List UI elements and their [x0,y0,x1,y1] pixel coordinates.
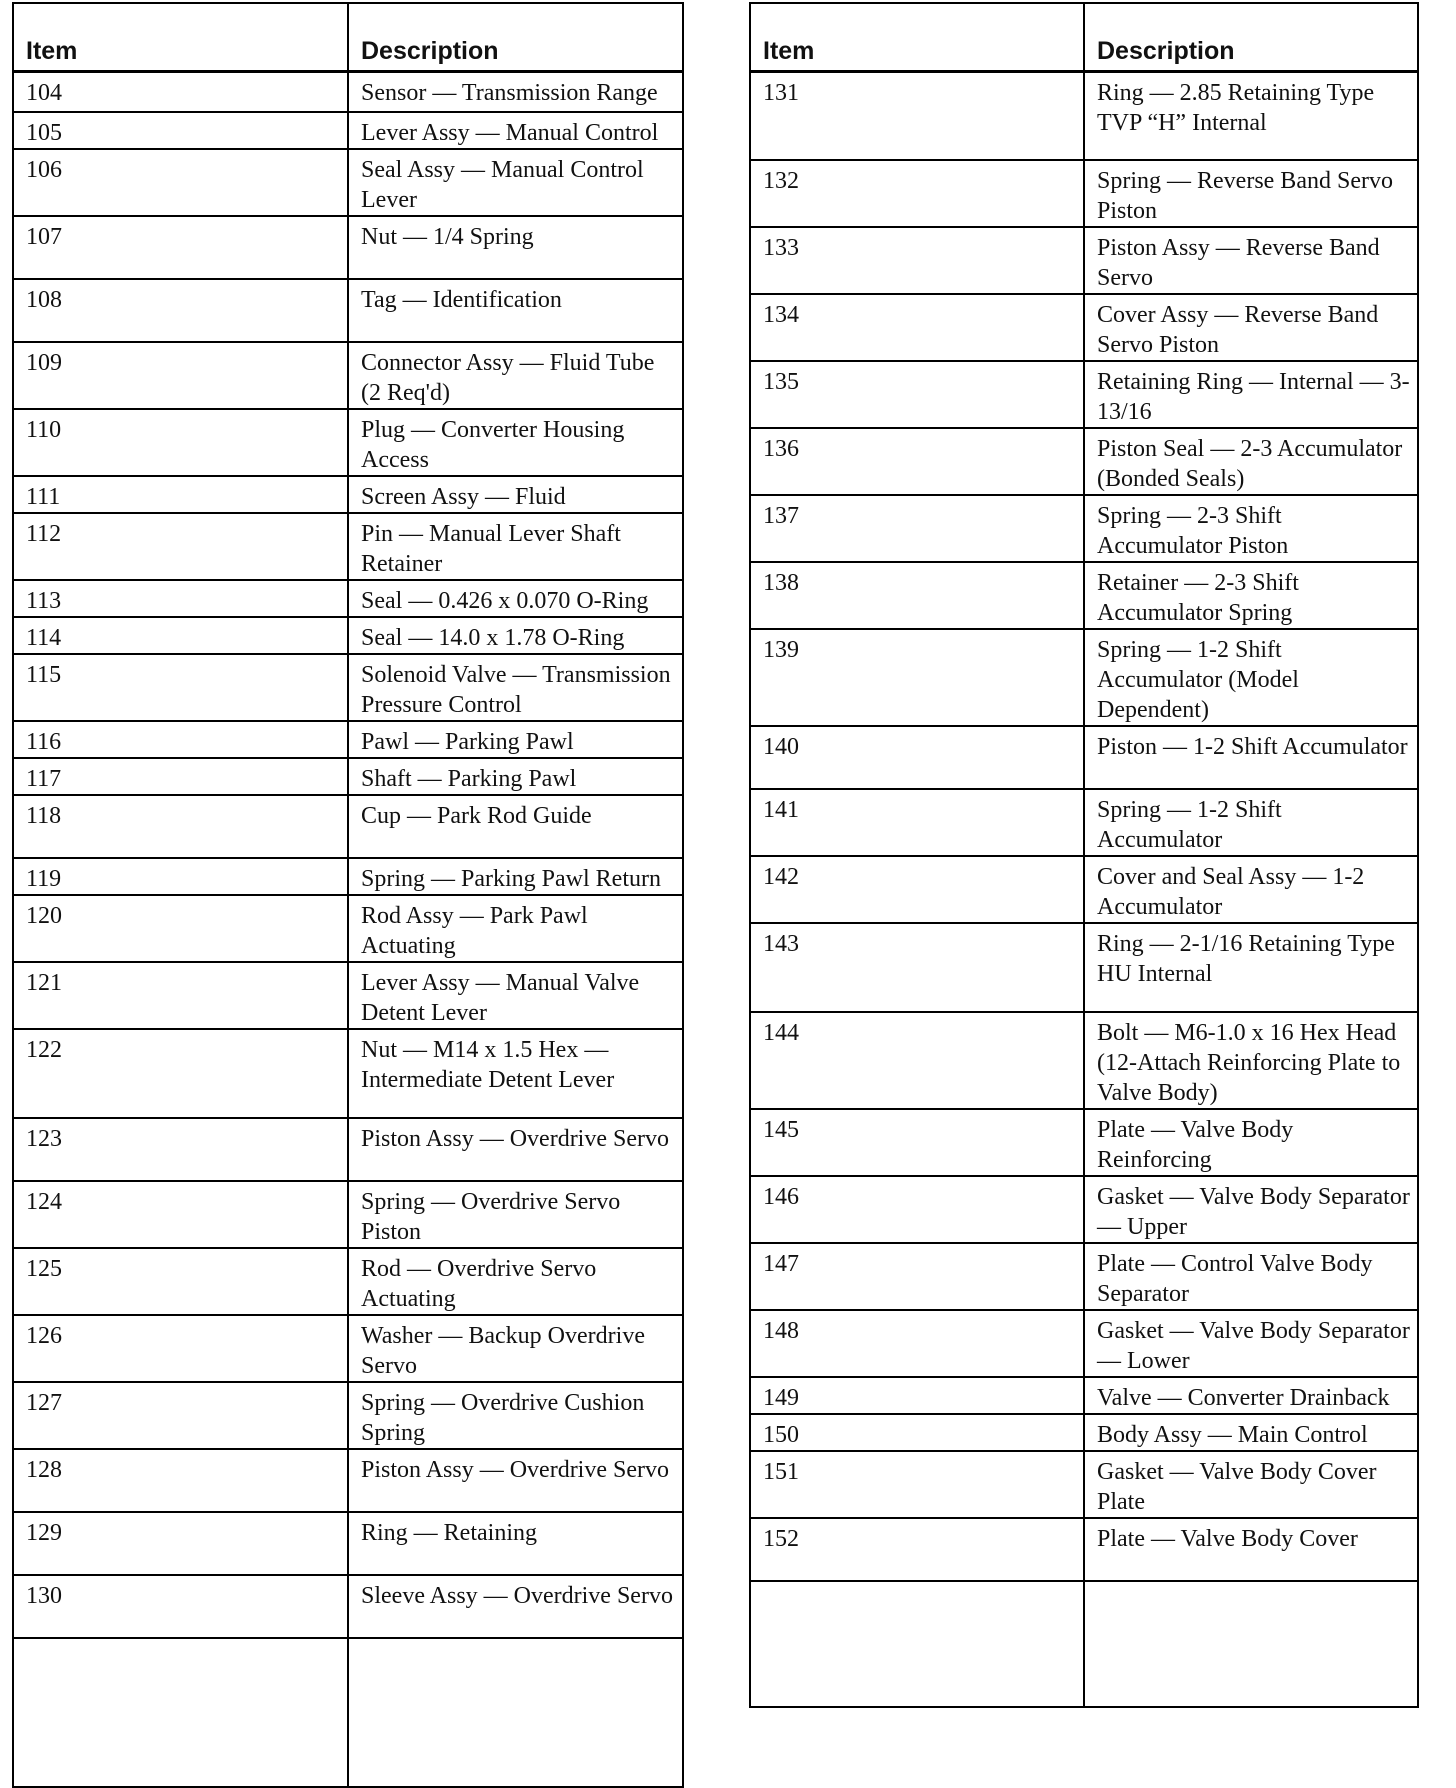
item-description: Plate — Control Valve Body Separator [1084,1243,1418,1310]
item-description: Spring — Parking Pawl Return [348,858,683,895]
item-description: Rod Assy — Park Pawl Actuating [348,895,683,962]
item-description: Pin — Manual Lever Shaft Retainer [348,513,683,580]
table-row [13,617,683,654]
item-description: Rod — Overdrive Servo Actuating [348,1248,683,1315]
item-number: 147 [750,1243,1084,1310]
header-row [750,3,1418,71]
table-row [750,923,1418,1012]
table-row [750,1176,1418,1243]
item-number: 117 [13,758,348,795]
item-number: 104 [13,71,348,112]
item-number: 144 [750,1012,1084,1109]
item-column-header: Item [13,3,348,71]
table-row [750,1109,1418,1176]
table-row [13,71,683,112]
item-number: 145 [750,1109,1084,1176]
table-row [13,895,683,962]
item-number: 115 [13,654,348,721]
table-row [13,1029,683,1118]
parts-table-right [749,2,1419,1708]
item-description: Piston Assy — Overdrive Servo [348,1118,683,1181]
item-description: Gasket — Valve Body Separator — Lower [1084,1310,1418,1377]
item-description: Ring — Retaining [348,1512,683,1575]
table-row [13,1512,683,1575]
table-row [750,428,1418,495]
item-description: Cover Assy — Reverse Band Servo Piston [1084,294,1418,361]
item-number: 131 [750,71,1084,160]
table-row [13,795,683,858]
item-number: 133 [750,227,1084,294]
table-row [13,758,683,795]
table-row [750,562,1418,629]
item-number: 142 [750,856,1084,923]
item-description: Retaining Ring — Internal — 3-13/16 [1084,361,1418,428]
table-row [13,216,683,279]
item-description: Seal Assy — Manual Control Lever [348,149,683,216]
item-number: 140 [750,726,1084,789]
item-description: Screen Assy — Fluid [348,476,683,513]
description-column-header: Description [1084,3,1418,71]
item-number: 106 [13,149,348,216]
item-description: Gasket — Valve Body Separator — Upper [1084,1176,1418,1243]
item-description: Lever Assy — Manual Control [348,112,683,149]
item-description: Spring — 1-2 Shift Accumulator (Model Dependent) [1084,629,1418,726]
item-number: 137 [750,495,1084,562]
table-row [13,1449,683,1512]
item-number: 124 [13,1181,348,1248]
table-row [13,513,683,580]
item-number: 109 [13,342,348,409]
item-description: Body Assy — Main Control [1084,1414,1418,1451]
table-row [750,227,1418,294]
table-row [750,1012,1418,1109]
item-description: Spring — Reverse Band Servo Piston [1084,160,1418,227]
table-row [13,962,683,1029]
table-row [13,409,683,476]
item-description: Tag — Identification [348,279,683,342]
table-row [13,342,683,409]
item-description: Sleeve Assy — Overdrive Servo [348,1575,683,1638]
table-row [13,149,683,216]
table-row [13,1118,683,1181]
item-description: Spring — Overdrive Cushion Spring [348,1382,683,1449]
table-row [750,160,1418,227]
item-number: 123 [13,1118,348,1181]
item-number: 121 [13,962,348,1029]
item-number: 118 [13,795,348,858]
item-number: 111 [13,476,348,513]
item-column-header: Item [750,3,1084,71]
item-number: 129 [13,1512,348,1575]
item-number: 152 [750,1518,1084,1581]
item-number: 149 [750,1377,1084,1414]
item-number: 146 [750,1176,1084,1243]
item-description: Nut — 1/4 Spring [348,216,683,279]
table-row [750,789,1418,856]
item-number: 127 [13,1382,348,1449]
table-row [13,654,683,721]
header-row [13,3,683,71]
item-description: Bolt — M6-1.0 x 16 Hex Head (12-Attach Reinforcing Plate to Valve Body) [1084,1012,1418,1109]
filler-row [750,1581,1418,1707]
item-description: Piston Assy — Overdrive Servo [348,1449,683,1512]
table-row [13,1181,683,1248]
item-number: 138 [750,562,1084,629]
item-description: Washer — Backup Overdrive Servo [348,1315,683,1382]
item-number: 151 [750,1451,1084,1518]
item-number: 134 [750,294,1084,361]
parts-table-left [12,2,684,1788]
item-number: 143 [750,923,1084,1012]
table-row [750,495,1418,562]
item-description: Ring — 2-1/16 Retaining Type HU Internal [1084,923,1418,1012]
item-description: Sensor — Transmission Range [348,71,683,112]
item-number: 141 [750,789,1084,856]
table-row [750,294,1418,361]
item-description: Plate — Valve Body Reinforcing [1084,1109,1418,1176]
item-description: Cup — Park Rod Guide [348,795,683,858]
table-row [750,856,1418,923]
item-description: Nut — M14 x 1.5 Hex — Intermediate Detent Lever [348,1029,683,1118]
table-row [13,858,683,895]
item-description: Cover and Seal Assy — 1-2 Accumulator [1084,856,1418,923]
table-row [750,1414,1418,1451]
item-description: Seal — 0.426 x 0.070 O-Ring [348,580,683,617]
item-number: 150 [750,1414,1084,1451]
item-description: Piston — 1-2 Shift Accumulator [1084,726,1418,789]
description-column-header: Description [348,3,683,71]
item-number: 114 [13,617,348,654]
item-number: 107 [13,216,348,279]
item-number: 108 [13,279,348,342]
table-row [13,476,683,513]
table-row [13,279,683,342]
item-number: 105 [13,112,348,149]
item-number: 132 [750,160,1084,227]
table-row [750,629,1418,726]
item-number: 112 [13,513,348,580]
table-row [13,1575,683,1638]
item-description: Spring — Overdrive Servo Piston [348,1181,683,1248]
table-row [750,726,1418,789]
item-description: Spring — 2-3 Shift Accumulator Piston [1084,495,1418,562]
table-row [13,580,683,617]
table-row [13,1248,683,1315]
item-number: 126 [13,1315,348,1382]
table-row [750,71,1418,160]
item-description: Piston Seal — 2-3 Accumulator (Bonded Seals) [1084,428,1418,495]
item-description: Connector Assy — Fluid Tube (2 Req'd) [348,342,683,409]
item-number: 136 [750,428,1084,495]
item-description: Pawl — Parking Pawl [348,721,683,758]
item-number: 130 [13,1575,348,1638]
item-number: 125 [13,1248,348,1315]
item-description: Lever Assy — Manual Valve Detent Lever [348,962,683,1029]
item-number: 122 [13,1029,348,1118]
item-number: 120 [13,895,348,962]
item-description: Ring — 2.85 Retaining Type TVP “H” Internal [1084,71,1418,160]
table-row [13,112,683,149]
item-description: Plug — Converter Housing Access [348,409,683,476]
item-description: Gasket — Valve Body Cover Plate [1084,1451,1418,1518]
item-description: Seal — 14.0 x 1.78 O-Ring [348,617,683,654]
item-description: Retainer — 2-3 Shift Accumulator Spring [1084,562,1418,629]
table-row [750,361,1418,428]
table-row [750,1310,1418,1377]
item-description: Solenoid Valve — Transmission Pressure Control [348,654,683,721]
item-number: 116 [13,721,348,758]
item-number: 113 [13,580,348,617]
item-description: Valve — Converter Drainback [1084,1377,1418,1414]
filler-row [13,1638,683,1787]
table-row [750,1243,1418,1310]
item-number: 148 [750,1310,1084,1377]
item-description: Plate — Valve Body Cover [1084,1518,1418,1581]
table-row [750,1377,1418,1414]
item-number: 128 [13,1449,348,1512]
item-description: Shaft — Parking Pawl [348,758,683,795]
item-number: 139 [750,629,1084,726]
item-number: 135 [750,361,1084,428]
table-row [13,1315,683,1382]
item-number: 110 [13,409,348,476]
table-row [13,721,683,758]
table-row [750,1518,1418,1581]
table-row [13,1382,683,1449]
table-row [750,1451,1418,1518]
item-description: Piston Assy — Reverse Band Servo [1084,227,1418,294]
item-number: 119 [13,858,348,895]
item-description: Spring — 1-2 Shift Accumulator [1084,789,1418,856]
